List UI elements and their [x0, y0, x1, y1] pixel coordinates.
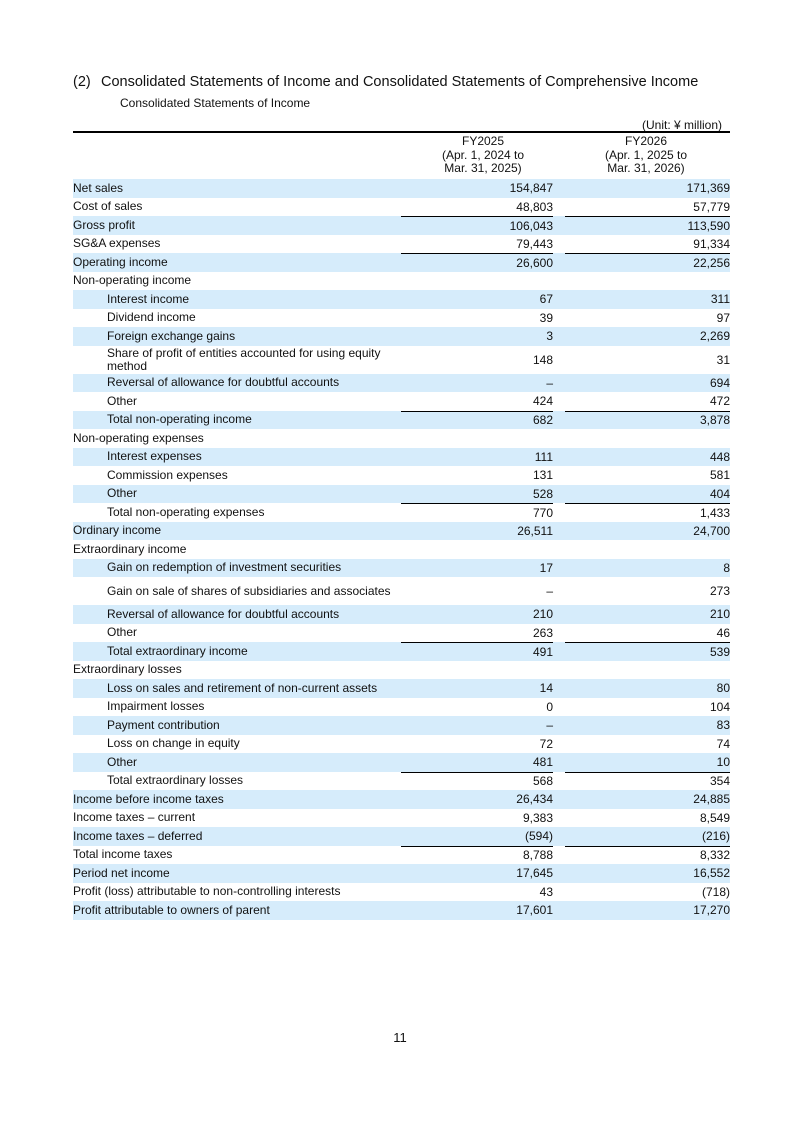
table-row — [73, 827, 730, 846]
value-fy2025: 210 — [532, 607, 553, 622]
value-fy2025: 17 — [539, 560, 553, 575]
table-row — [73, 642, 730, 661]
row-label: Share of profit of entities accounted for using equity method — [107, 345, 381, 373]
table-row — [73, 661, 730, 680]
value-fy2026: 91,334 — [693, 236, 730, 251]
table-row — [73, 466, 730, 485]
row-label: Total non-operating income — [107, 412, 252, 427]
table-row — [73, 901, 730, 920]
table-row — [73, 272, 730, 291]
value-fy2026: 74 — [716, 736, 730, 751]
table-row — [73, 809, 730, 828]
section-number: (2) — [73, 74, 91, 90]
table-row — [73, 716, 730, 735]
row-label: Interest expenses — [107, 449, 202, 464]
table-row — [73, 735, 730, 754]
row-label: Other — [107, 486, 138, 501]
table-row — [73, 846, 730, 865]
value-fy2025: 106,043 — [401, 216, 553, 235]
row-label: Extraordinary income — [73, 541, 187, 556]
value-fy2026 — [565, 540, 730, 559]
value-fy2026: (718) — [701, 884, 730, 899]
value-fy2026: 97 — [716, 310, 730, 325]
table-row — [73, 346, 730, 374]
row-label: Reversal of allowance for doubtful accounts — [107, 606, 340, 621]
column-header-fy2026 — [571, 135, 721, 176]
value-fy2025: 481 — [532, 755, 553, 770]
row-label: Extraordinary losses — [73, 662, 182, 677]
row-label: Commission expenses — [107, 467, 228, 482]
value-fy2026: 404 — [709, 486, 730, 501]
row-label: Non-operating expenses — [73, 430, 204, 445]
value-fy2026: 31 — [716, 352, 730, 367]
value-fy2025 — [401, 272, 553, 291]
value-fy2026: 2,269 — [699, 329, 730, 344]
table-row — [73, 485, 730, 504]
column-header-fy2025 — [408, 135, 558, 176]
row-label: SG&A expenses — [73, 236, 161, 251]
row-label: Ordinary income — [73, 523, 162, 538]
value-fy2026: 171,369 — [686, 181, 730, 196]
value-fy2026: 354 — [565, 772, 730, 791]
row-label: Gain on redemption of investment securities — [107, 560, 342, 575]
value-fy2025: – — [546, 718, 553, 733]
table-row — [73, 392, 730, 411]
table-row — [73, 753, 730, 772]
section-title: Consolidated Statements of Income and Consolidated Statements of Comprehensive Income — [101, 74, 699, 90]
value-fy2025: 72 — [539, 736, 553, 751]
column-header-period: FY2025 — [461, 134, 505, 148]
value-fy2026: 24,700 — [693, 523, 730, 538]
value-fy2025: 770 — [401, 503, 553, 522]
table-header — [73, 131, 730, 179]
value-fy2026: 1,433 — [565, 503, 730, 522]
row-label: Reversal of allowance for doubtful accounts — [107, 375, 340, 390]
value-fy2026: 80 — [716, 681, 730, 696]
value-fy2026: 57,779 — [693, 199, 730, 214]
row-label: Income before income taxes — [73, 791, 224, 806]
row-label: Net sales — [73, 180, 124, 195]
row-label: Total extraordinary losses — [107, 773, 244, 788]
value-fy2025: 14 — [539, 681, 553, 696]
value-fy2026: 448 — [709, 449, 730, 464]
value-fy2025: – — [546, 584, 553, 598]
value-fy2025: 528 — [532, 486, 553, 501]
value-fy2025: 26,600 — [401, 253, 553, 272]
table-row — [73, 605, 730, 624]
row-label: Other — [107, 393, 138, 408]
value-fy2026: 273 — [709, 584, 730, 598]
column-header-range-end: Mar. 31, 2025) — [444, 161, 522, 175]
row-label: Impairment losses — [107, 699, 205, 714]
row-label: Gross profit — [73, 217, 136, 232]
value-fy2026: 210 — [709, 607, 730, 622]
value-fy2025: – — [546, 375, 553, 390]
income-statement-table — [73, 131, 730, 920]
table-row — [73, 624, 730, 643]
value-fy2025: 39 — [539, 310, 553, 325]
table-row — [73, 309, 730, 328]
row-label: Foreign exchange gains — [107, 328, 236, 343]
value-fy2026: 46 — [716, 625, 730, 640]
value-fy2026: 10 — [716, 755, 730, 770]
value-fy2025: (594) — [524, 829, 553, 844]
statement-subheading: Consolidated Statements of Income — [120, 96, 311, 110]
value-fy2026: 539 — [565, 642, 730, 661]
table-row — [73, 864, 730, 883]
row-label: Profit attributable to owners of parent — [73, 902, 270, 917]
value-fy2025: 131 — [532, 468, 553, 483]
value-fy2026 — [565, 661, 730, 680]
row-label: Interest income — [107, 291, 190, 306]
row-label: Operating income — [73, 254, 168, 269]
table-row — [73, 179, 730, 198]
value-fy2026: 24,885 — [693, 792, 730, 807]
value-fy2026: 16,552 — [693, 866, 730, 881]
value-fy2026: 17,270 — [693, 903, 730, 918]
value-fy2026: 3,878 — [565, 411, 730, 430]
value-fy2025: 17,645 — [516, 866, 553, 881]
value-fy2025: 424 — [532, 394, 553, 409]
value-fy2025 — [401, 540, 553, 559]
row-label: Total extraordinary income — [107, 643, 248, 658]
column-header-range-end: Mar. 31, 2026) — [607, 161, 685, 175]
value-fy2025: 568 — [401, 772, 553, 791]
value-fy2025: 8,788 — [401, 846, 553, 865]
table-row — [73, 374, 730, 393]
value-fy2026: 472 — [709, 394, 730, 409]
row-label: Loss on change in equity — [107, 736, 240, 751]
value-fy2025: 43 — [539, 884, 553, 899]
value-fy2026: 113,590 — [565, 216, 730, 235]
value-fy2025: 0 — [546, 699, 553, 714]
unit-note: (Unit: ¥ million) — [641, 118, 722, 132]
row-label: Total non-operating expenses — [107, 504, 265, 519]
table-row — [73, 429, 730, 448]
table-row — [73, 216, 730, 235]
value-fy2026: (216) — [701, 829, 730, 844]
row-label: Non-operating income — [73, 273, 192, 288]
table-row — [73, 411, 730, 430]
table-row — [73, 540, 730, 559]
table-row — [73, 522, 730, 541]
value-fy2025: 48,803 — [516, 199, 553, 214]
value-fy2026: 8,549 — [699, 810, 730, 825]
row-label: Period net income — [73, 865, 170, 880]
value-fy2025: 26,434 — [516, 792, 553, 807]
value-fy2025: 26,511 — [517, 523, 553, 538]
value-fy2026: 104 — [709, 699, 730, 714]
column-header-range-start: (Apr. 1, 2025 to — [604, 147, 688, 162]
row-label: Dividend income — [107, 310, 196, 325]
page-number: 11 — [393, 1030, 407, 1045]
value-fy2026: 581 — [709, 468, 730, 483]
section-heading — [73, 74, 698, 90]
table-row — [73, 253, 730, 272]
table-row — [73, 503, 730, 522]
value-fy2025 — [401, 429, 553, 448]
value-fy2025: 154,847 — [509, 181, 553, 196]
row-label: Profit (loss) attributable to non-controlling interests — [73, 884, 341, 899]
row-label: Income taxes – deferred — [73, 828, 203, 843]
value-fy2025: 111 — [534, 449, 553, 464]
value-fy2026: 694 — [709, 375, 730, 390]
table-row — [73, 235, 730, 254]
column-header-period: FY2026 — [624, 134, 668, 148]
row-label: Other — [107, 754, 138, 769]
table-row — [73, 577, 730, 605]
value-fy2026: 22,256 — [565, 253, 730, 272]
table-row — [73, 679, 730, 698]
table-row — [73, 883, 730, 902]
row-label: Income taxes – current — [73, 810, 196, 825]
value-fy2025: 79,443 — [516, 236, 553, 251]
table-row — [73, 448, 730, 467]
row-label: Other — [107, 625, 138, 640]
value-fy2025: 682 — [401, 411, 553, 430]
value-fy2025: 67 — [539, 292, 553, 307]
value-fy2025 — [401, 661, 553, 680]
table-row — [73, 790, 730, 809]
value-fy2026 — [565, 429, 730, 448]
row-label: Total income taxes — [73, 847, 173, 862]
value-fy2025: 148 — [532, 352, 553, 367]
value-fy2025: 263 — [532, 625, 553, 640]
value-fy2026: 8 — [723, 560, 730, 575]
table-row — [73, 698, 730, 717]
value-fy2025: 3 — [546, 329, 553, 344]
row-label: Loss on sales and retirement of non-current assets — [107, 680, 378, 695]
value-fy2026: 83 — [716, 718, 730, 733]
table-row — [73, 772, 730, 791]
table-row — [73, 198, 730, 217]
row-label: Payment contribution — [107, 717, 220, 732]
row-label: Gain on sale of shares of subsidiaries and associates — [107, 583, 391, 598]
value-fy2025: 9,383 — [522, 810, 553, 825]
value-fy2026: 311 — [710, 292, 730, 307]
value-fy2025: 17,601 — [516, 903, 553, 918]
value-fy2025: 491 — [401, 642, 553, 661]
row-label: Cost of sales — [73, 199, 143, 214]
table-row — [73, 559, 730, 578]
value-fy2026: 8,332 — [565, 846, 730, 865]
table-row — [73, 327, 730, 346]
table-row — [73, 290, 730, 309]
column-header-range-start: (Apr. 1, 2024 to — [441, 147, 525, 162]
value-fy2026 — [565, 272, 730, 291]
